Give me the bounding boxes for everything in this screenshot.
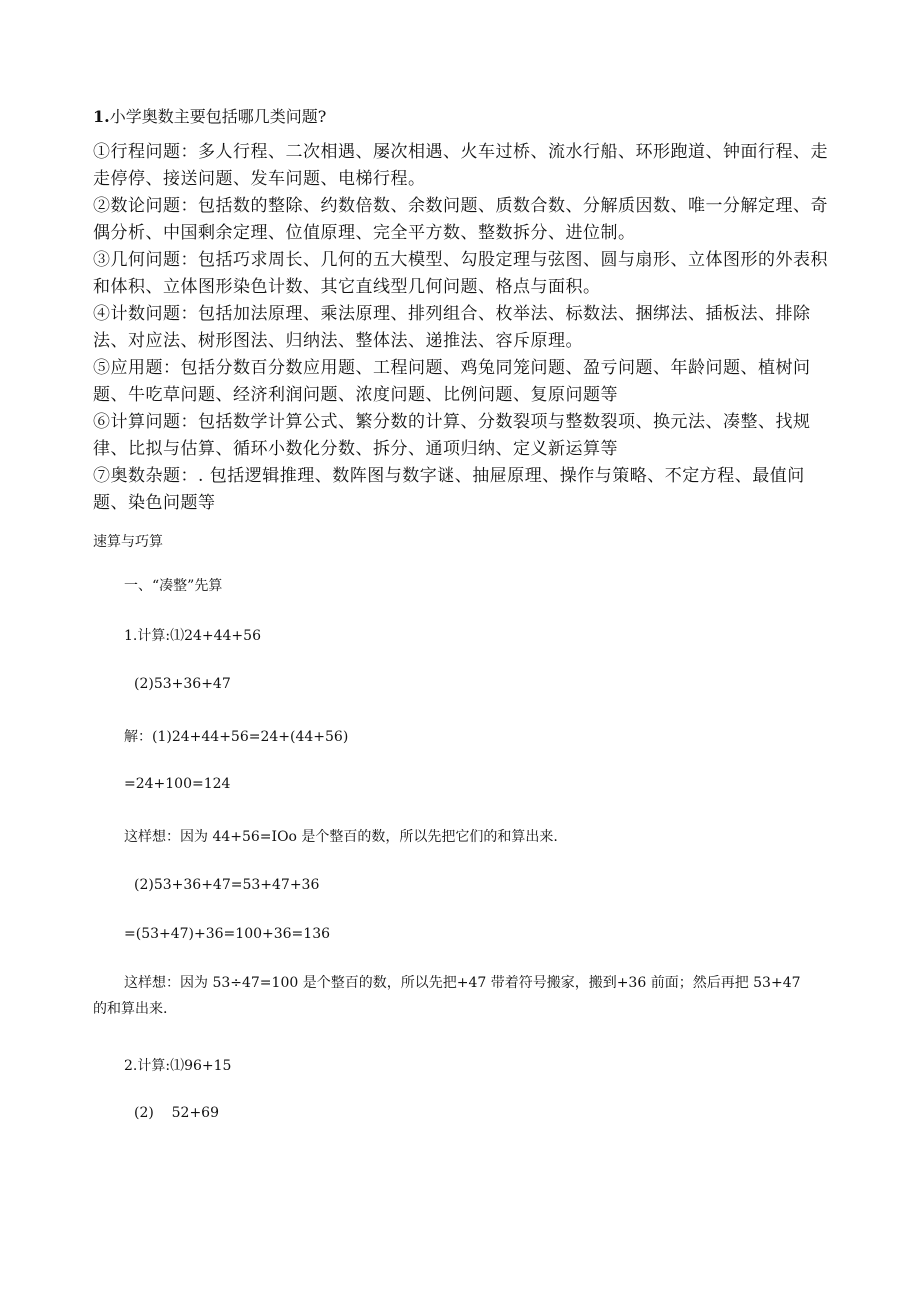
question-title <box>93 104 326 127</box>
question-text: 小学奥数主要包括哪几类问题? <box>109 107 327 126</box>
category-word-problems: ⑤应用题：包括分数百分数应用题、工程问题、鸡兔同笼问题、盈亏问题、年龄问题、植树问题、牛吃草问题、经济利润问题、浓度问题、比例问题、复原问题等 <box>93 358 811 405</box>
problem-1-statement: 1.计算:⑴24+44+56 <box>124 628 261 644</box>
section-title: 速算与巧算 <box>93 534 163 550</box>
problem-2-statement: 2.计算:⑴96+15 <box>124 1058 232 1074</box>
category-travel: ①行程问题：多人行程、二次相遇、屡次相遇、火车过桥、流水行船、环形跑道、钟面行程、走走停停、接送问题、发车问题、电梯行程。 <box>93 142 828 189</box>
category-number-theory: ②数论问题：包括数的整除、约数倍数、余数问题、质数合数、分解质因数、唯一分解定理、奇偶分析、中国剩余定理、位值原理、完全平方数、整数拆分、进位制。 <box>93 196 828 243</box>
explanation-1: 这样想：因为 44+56=IOo 是个整百的数，所以先把它们的和算出来. <box>124 829 558 845</box>
solution-line-4: =(53+47)+36=100+36=136 <box>124 926 331 942</box>
subsection-title: 一、“凑整”先算 <box>124 578 223 594</box>
category-misc: ⑦奥数杂题：. 包括逻辑推理、数阵图与数字谜、抽屉原理、操作与策略、不定方程、最值问题、染色问题等 <box>93 466 805 513</box>
problem-1-part-2: (2)53+36+47 <box>134 676 231 692</box>
category-counting: ④计数问题：包括加法原理、乘法原理、排列组合、枚举法、标数法、捆绑法、插板法、排除法、对应法、树形图法、归纳法、整体法、递推法、容斥原理。 <box>93 304 811 351</box>
category-calculation: ⑥计算问题：包括数学计算公式、繁分数的计算、分数裂项与整数裂项、换元法、凑整、找规律、比拟与估算、循环小数化分数、拆分、通项归纳、定义新运算等 <box>93 412 811 459</box>
category-list <box>93 139 833 517</box>
solution-line-1: 解：(1)24+44+56=24+(44+56) <box>124 729 349 745</box>
explanation-2: 这样想：因为 53÷47=100 是个整百的数，所以先把+47 带着符号搬家，搬到+36 前面；然后再把 53+47 的和算出来. <box>93 975 801 1017</box>
question-number: 1. <box>93 107 110 126</box>
solution-line-3: (2)53+36+47=53+47+36 <box>134 877 320 893</box>
category-geometry: ③几何问题：包括巧求周长、几何的五大模型、勾股定理与弦图、圆与扇形、立体图形的外表积和体积、立体图形染色计数、其它直线型几何问题、格点与面积。 <box>93 250 828 297</box>
solution-line-2: =24+100=124 <box>124 776 231 792</box>
problem-2-part-2: (2) 52+69 <box>134 1105 219 1121</box>
